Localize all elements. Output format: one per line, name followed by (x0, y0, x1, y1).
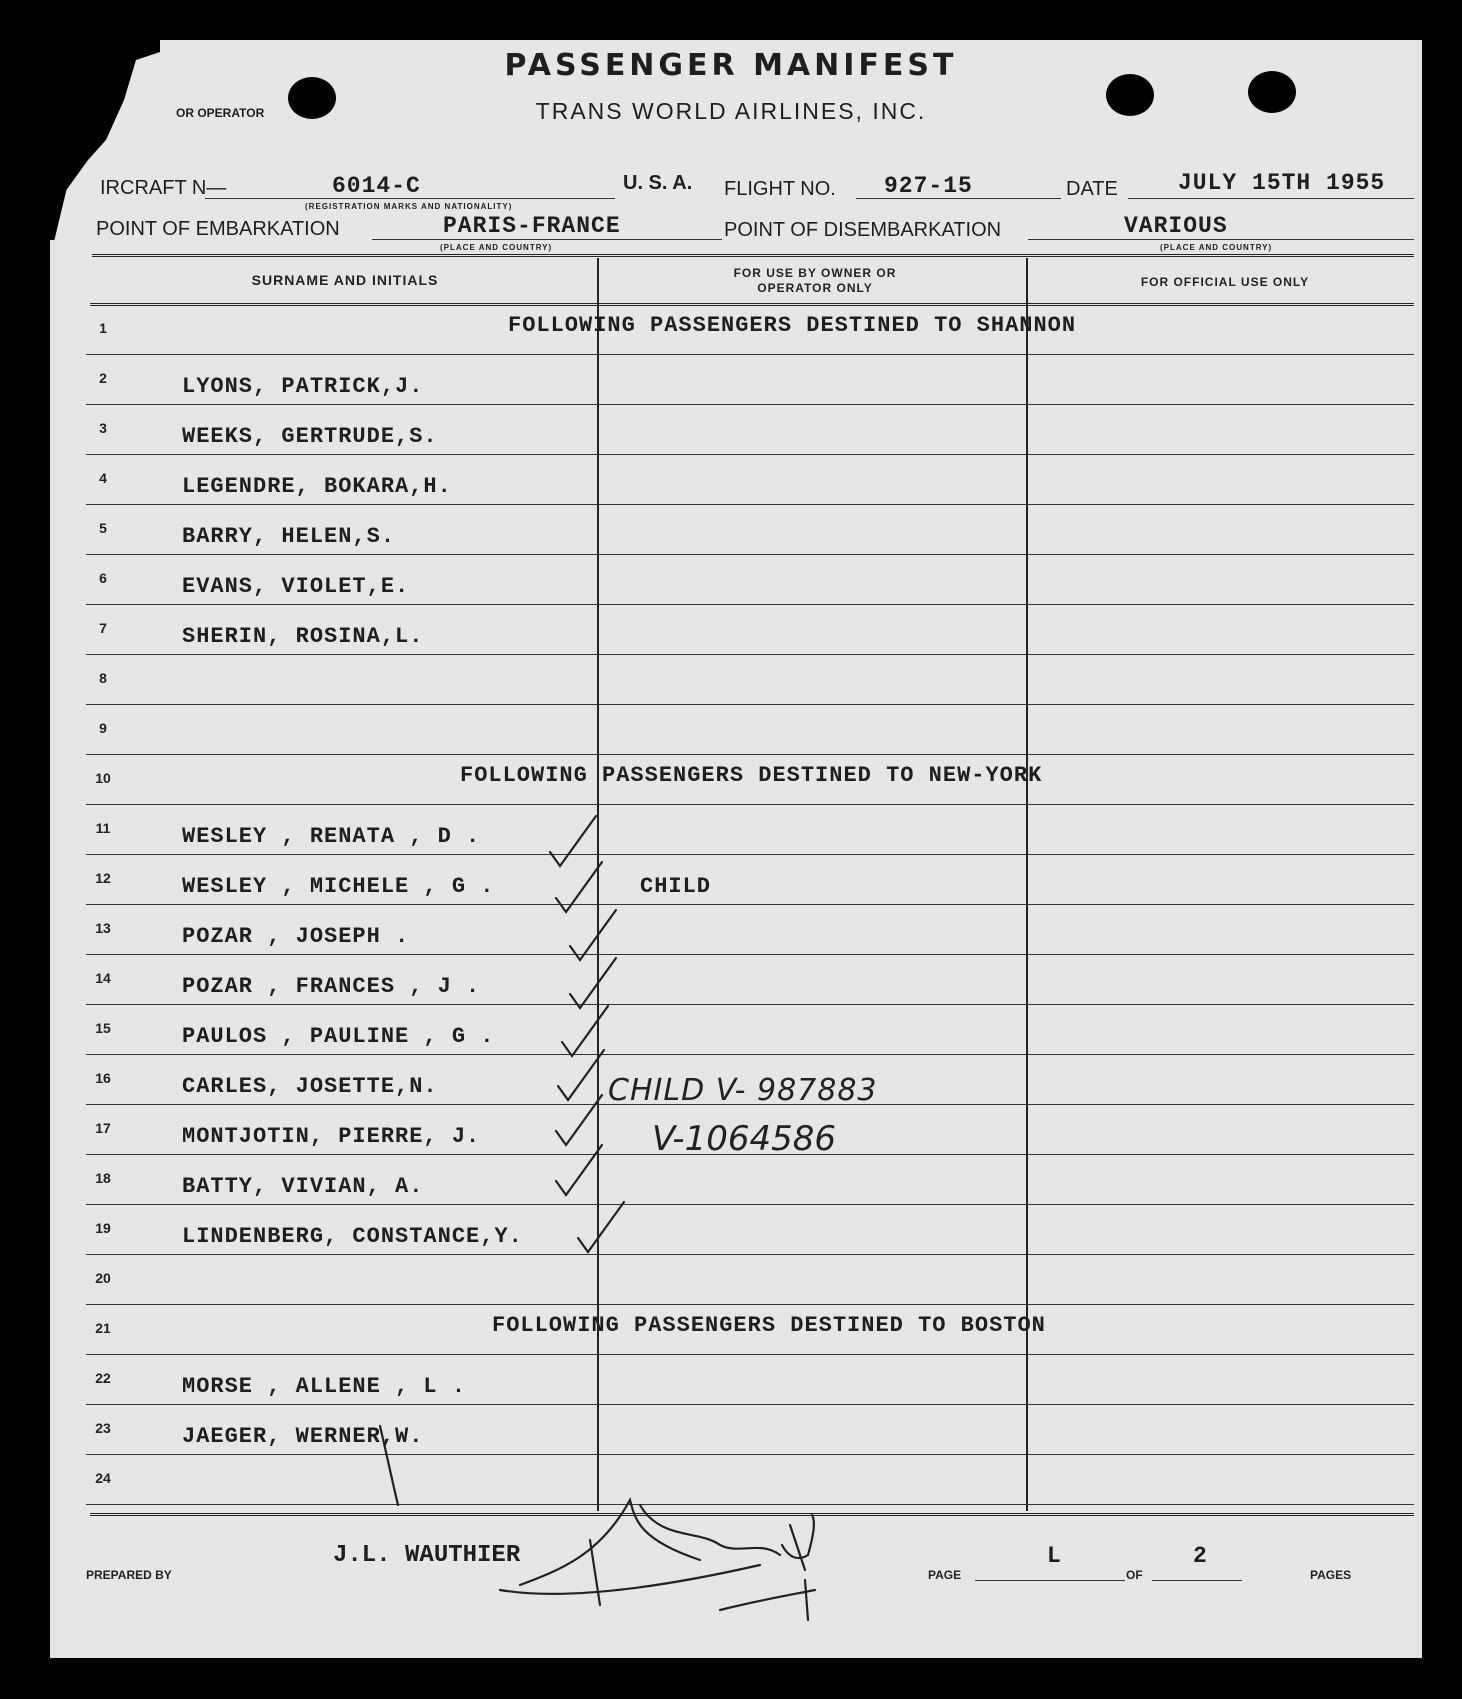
flight-date: JULY 15TH 1955 (1178, 170, 1386, 196)
row-number: 13 (95, 920, 111, 936)
row-number: 2 (99, 370, 107, 386)
page-underline (975, 1580, 1125, 1581)
embarkation-label: POINT OF EMBARKATION (96, 218, 340, 240)
prepared-by-label: PREPARED BY (86, 1568, 172, 1582)
row-number: 16 (95, 1070, 111, 1086)
embarkation-caption: (PLACE AND COUNTRY) (440, 243, 553, 252)
row-number: 19 (95, 1220, 111, 1236)
passenger-name: PAULOS , PAULINE , G . (182, 1024, 495, 1049)
document-title: PASSENGER MANIFEST (504, 48, 958, 83)
row-number: 1 (99, 320, 107, 336)
passenger-name: MONTJOTIN, PIERRE, J. (182, 1124, 481, 1149)
passenger-name: LYONS, PATRICK,J. (182, 374, 424, 399)
country-label: U. S. A. (623, 172, 693, 194)
row-number: 12 (95, 870, 111, 886)
row-number: 18 (95, 1170, 111, 1186)
embarkation-place: PARIS-FRANCE (443, 213, 621, 239)
handnote-row-17: V-1064586 (652, 1119, 836, 1159)
passenger-name: LINDENBERG, CONSTANCE,Y. (182, 1224, 523, 1249)
prepared-by-value: J.L. WAUTHIER (333, 1542, 521, 1569)
destination-heading: FOLLOWING PASSENGERS DESTINED TO NEW-YORK (460, 763, 1043, 788)
disembarkation-label: POINT OF DISEMBARKATION (724, 219, 1002, 241)
flight-number: 927-15 (884, 173, 973, 199)
of-value: 2 (1193, 1543, 1207, 1569)
check-mark (550, 816, 596, 866)
row-number: 10 (95, 770, 111, 786)
row-number: 15 (95, 1020, 111, 1036)
row-number: 7 (99, 620, 107, 636)
registration-caption: (REGISTRATION MARKS AND NATIONALITY) (305, 202, 513, 211)
row-number: 3 (99, 420, 107, 436)
passenger-name: POZAR , FRANCES , J . (182, 974, 481, 999)
row-number: 17 (95, 1120, 111, 1136)
passenger-name: WESLEY , MICHELE , G . (182, 874, 495, 899)
row-number: 4 (99, 470, 107, 486)
passenger-name: EVANS, VIOLET,E. (182, 574, 410, 599)
row-number: 24 (95, 1470, 111, 1486)
passenger-name: SHERIN, ROSINA,L. (182, 624, 424, 649)
aircraft-registration: 6014-C (332, 173, 421, 199)
flight-label: FLIGHT NO. (724, 178, 836, 200)
destination-heading: FOLLOWING PASSENGERS DESTINED TO SHANNON (508, 313, 1077, 338)
check-mark (556, 862, 602, 912)
row-number: 6 (99, 570, 107, 586)
check-mark (570, 958, 616, 1008)
row-number: 22 (95, 1370, 111, 1386)
column-header-official-use: FOR OFFICIAL USE ONLY (1140, 275, 1310, 289)
row-number: 11 (95, 820, 111, 836)
page-label: PAGE (928, 1568, 962, 1582)
check-mark (578, 1202, 624, 1252)
passenger-name: MORSE , ALLENE , L . (182, 1374, 467, 1399)
footer-rule (90, 1513, 1414, 1516)
passenger-name: LEGENDRE, BOKARA,H. (182, 474, 452, 499)
owner-note: CHILD (640, 874, 712, 899)
airline-name: TRANS WORLD AIRLINES, INC. (535, 98, 927, 124)
check-mark (556, 1145, 602, 1195)
row-number: 21 (95, 1320, 111, 1336)
pages-label: PAGES (1310, 1568, 1352, 1582)
column-header-surname: SURNAME AND INITIALS (251, 272, 439, 288)
of-label: OF (1126, 1568, 1143, 1582)
destination-heading: FOLLOWING PASSENGERS DESTINED TO BOSTON (492, 1313, 1046, 1338)
passenger-name: CARLES, JOSETTE,N. (182, 1074, 438, 1099)
check-mark (558, 1050, 604, 1100)
row-number: 9 (99, 720, 107, 736)
passenger-name: BATTY, VIVIAN, A. (182, 1174, 424, 1199)
check-mark (556, 1095, 602, 1145)
passenger-name: JAEGER, WERNER,W. (182, 1424, 424, 1449)
check-marks (550, 816, 624, 1252)
row-number: 20 (95, 1270, 111, 1286)
passenger-name: WEEKS, GERTRUDE,S. (182, 424, 438, 449)
check-mark (570, 910, 616, 960)
page-value: L (1047, 1543, 1061, 1569)
handnote-row-16: CHILD V- 987883 (608, 1073, 878, 1108)
owner-operator-label: OR OPERATOR (176, 106, 265, 120)
row-number: 5 (99, 520, 107, 536)
date-label: DATE (1066, 178, 1118, 200)
column-header-owner-use: FOR USE BY OWNER OR OPERATOR ONLY (733, 266, 897, 295)
signature-scribble (380, 1426, 815, 1620)
disembarkation-caption: (PLACE AND COUNTRY) (1160, 243, 1273, 252)
check-mark (562, 1006, 608, 1056)
of-underline (1152, 1580, 1242, 1581)
disembarkation-place: VARIOUS (1124, 213, 1228, 239)
passenger-name: WESLEY , RENATA , D . (182, 824, 481, 849)
aircraft-label: IRCRAFT N— (100, 177, 227, 199)
row-number: 8 (99, 670, 107, 686)
row-number: 23 (95, 1420, 111, 1436)
row-number: 14 (95, 970, 111, 986)
passenger-name: BARRY, HELEN,S. (182, 524, 396, 549)
passenger-name: POZAR , JOSEPH . (182, 924, 410, 949)
